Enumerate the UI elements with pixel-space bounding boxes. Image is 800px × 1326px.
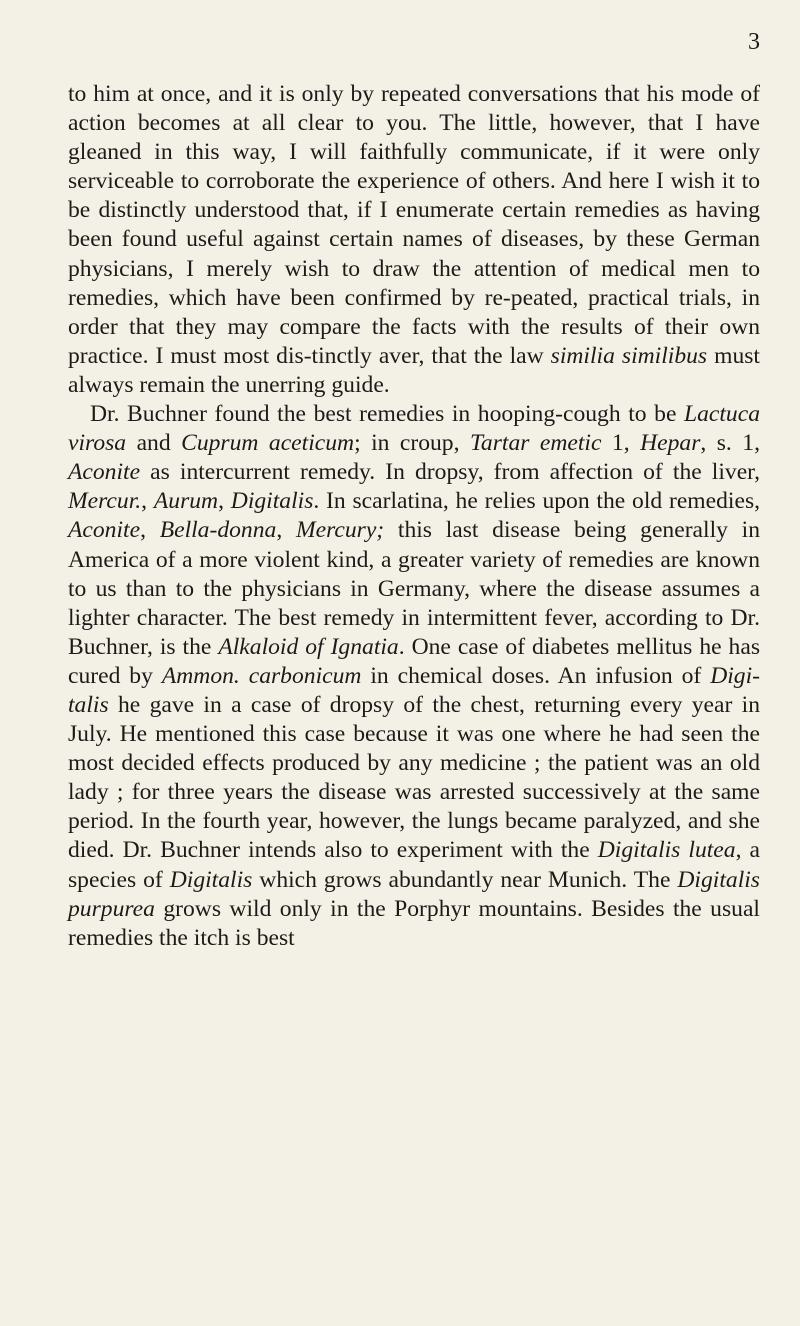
italic-term: Digitalis purpurea [68, 866, 760, 922]
text-run: . One case of diabetes mellitus he has cured by [68, 633, 760, 689]
text-run: 1, [601, 430, 641, 457]
italic-term: Alkaloid of Ignatia [218, 633, 399, 660]
italic-term: Ammon. carbonicum [161, 662, 362, 689]
paragraph-1 [68, 80, 760, 400]
text-run: to him at once, and it is only by repeated conversations that his mode of action becomes at all clear to you. The little, however, that I have gleaned in this way, I will faithfully communicate, if it were only serviceable to corroborate the experience of others. And here I wish it to be distinctly understood that, if I enumerate certain remedies as having been found useful against certain names of diseases, by these German physicians, I merely wish to draw the attention of medical men to remedies, which have been confirmed by re-peated, practical trials, in order that they may compare the facts with the results of their own practice. I must most dis-tinctly aver, that the law [68, 81, 760, 369]
text-run: and [126, 430, 182, 457]
text-run: he gave in a case of dropsy of the chest, returning every year in July. He mentioned this case because it was one where he had seen the most decided effects produced by any medicine ; the patient was an old lady ; for three years the disease was arrested successively at the same period. In the fourth year, however, the lungs became paralyzed, and she died. Dr. Buchner intends also to experiment with the [68, 691, 760, 864]
italic-term: Digitalis [230, 488, 314, 515]
italic-term: Lactuca virosa [68, 401, 760, 457]
text-run: . In scarlatina, he relies upon the old remedies, [313, 488, 761, 515]
body-text [68, 80, 760, 953]
text-run: Dr. Buchner found the best remedies in hooping-cough to be [90, 401, 684, 428]
italic-term: similia similibus [550, 342, 708, 369]
text-run: , [218, 488, 231, 515]
paragraph-2 [68, 400, 760, 953]
text-run: , [141, 488, 154, 515]
page-number: 3 [748, 29, 760, 55]
italic-term: Bella-donna [159, 517, 277, 544]
text-run: , [140, 517, 160, 544]
italic-term: Digi-talis [68, 662, 760, 718]
text-run: , s. 1, [700, 430, 760, 457]
text-run: , [276, 517, 296, 544]
italic-term: Digitalis lutea [597, 837, 736, 864]
italic-term: Mercury; [295, 517, 385, 544]
italic-term: Hepar [640, 430, 701, 457]
text-run: ; in croup, [354, 430, 470, 457]
italic-term: Aconite [68, 459, 141, 486]
text-run: which grows abundantly near Munich. The [252, 866, 678, 893]
text-run: this last disease being generally in America of a more violent kind, a greater variety of remedies are known to us than to the physicians in Germany, where the disease assumes a lighter character. The best remedy in intermittent fever, according to Dr. Buchner, is the [68, 517, 761, 660]
text-run: as intercurrent remedy. In dropsy, from affection of the liver, [140, 459, 760, 486]
italic-term: Tartar emetic [469, 430, 602, 457]
text-run: must always remain the unerring guide. [68, 342, 760, 398]
italic-term: Aconite [68, 517, 141, 544]
text-run: in chemical doses. An infusion of [361, 662, 711, 689]
italic-term: Cuprum aceticum [181, 430, 355, 457]
italic-term: Aurum [153, 488, 219, 515]
text-run: grows wild only in the Porphyr mountains. Besides the usual remedies the itch is best [68, 895, 760, 951]
text-run: , a species of [68, 837, 760, 893]
italic-term: Digitalis [169, 866, 253, 893]
italic-term: Mercur. [68, 488, 142, 515]
